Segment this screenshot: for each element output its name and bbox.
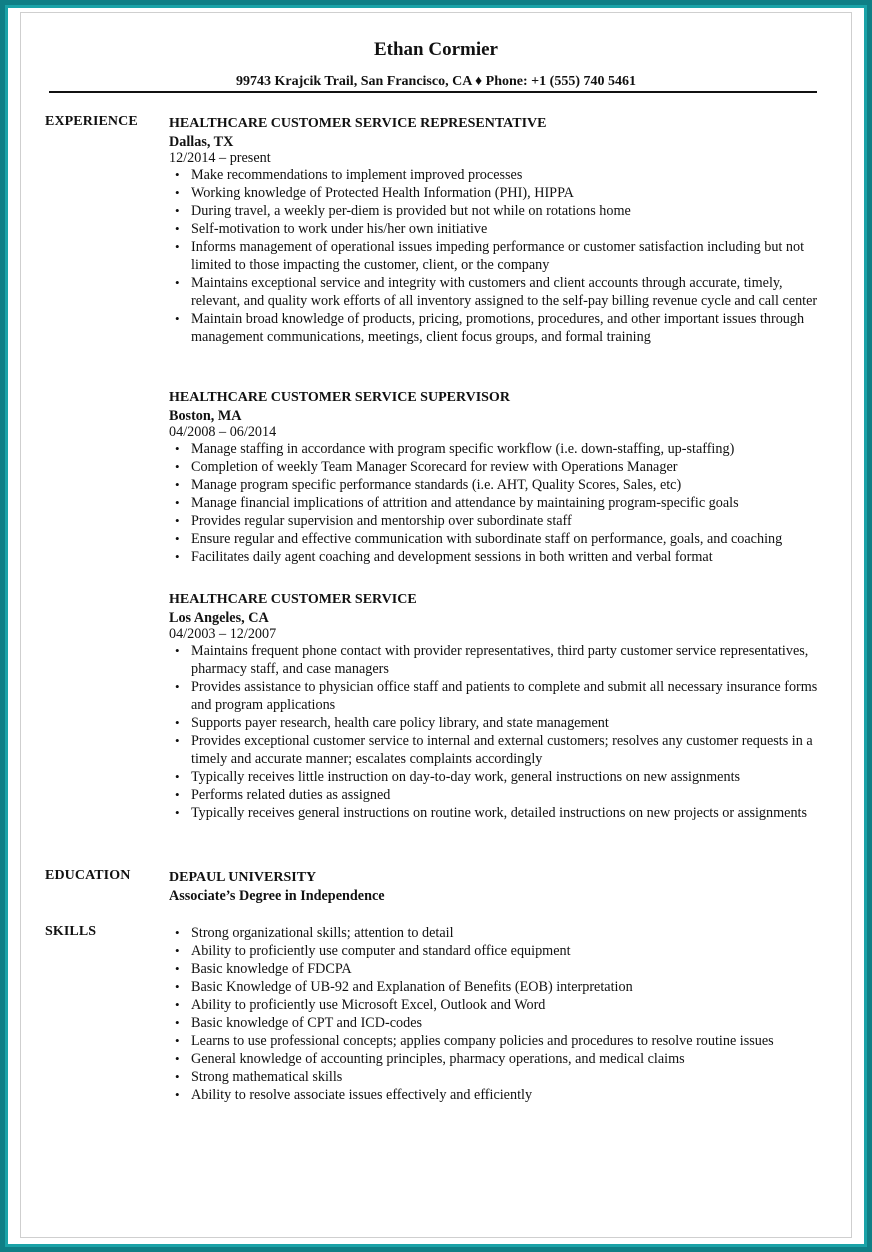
list-item: • Strong mathematical skills [169, 1068, 829, 1086]
list-item: • Self-motivation to work under his/her own initiative [169, 220, 829, 238]
list-item: • Completion of weekly Team Manager Scorecard for review with Operations Manager [169, 458, 829, 476]
job-entry [169, 389, 829, 566]
job-title: HEALTHCARE CUSTOMER SERVICE REPRESENTATIVE [169, 116, 547, 131]
list-item: • Make recommendations to implement improved processes [169, 166, 829, 184]
job-dates: 12/2014 – present [169, 150, 271, 166]
job-bullets [169, 166, 829, 346]
list-item: • Provides regular supervision and mentorship over subordinate staff [169, 512, 829, 530]
list-item: • General knowledge of accounting principles, pharmacy operations, and medical claims [169, 1050, 829, 1068]
list-item: • Provides assistance to physician office staff and patients to complete and submit all necessary insurance forms and program applications [169, 678, 829, 714]
job-location: Boston, MA [169, 408, 242, 424]
section-label-education: EDUCATION [45, 868, 131, 883]
list-item: • Typically receives little instruction on day-to-day work, general instructions on new assignments [169, 768, 829, 786]
list-item: • Facilitates daily agent coaching and development sessions in both written and verbal format [169, 548, 829, 566]
list-item: • Informs management of operational issues impeding performance or customer satisfaction including but not limited to those impacting the customer, client, or the company [169, 238, 829, 274]
list-item: • Learns to use professional concepts; applies company policies and procedures to resolve routine issues [169, 1032, 829, 1050]
header-divider [49, 91, 817, 93]
job-entry [169, 115, 829, 346]
list-item: • Manage financial implications of attrition and attendance by maintaining program-specific goals [169, 494, 829, 512]
list-item: • Maintains frequent phone contact with provider representatives, third party customer service representatives, pharmacy staff, and case managers [169, 642, 829, 678]
list-item: • Manage program specific performance standards (i.e. AHT, Quality Scores, Sales, etc) [169, 476, 829, 494]
list-item: • Supports payer research, health care policy library, and state management [169, 714, 829, 732]
contact-line: 99743 Krajcik Trail, San Francisco, CA ♦ Phone: +1 (555) 740 5461 [236, 74, 636, 89]
list-item: • Manage staffing in accordance with program specific workflow (i.e. down-staffing, up-staffing) [169, 440, 829, 458]
job-dates: 04/2008 – 06/2014 [169, 424, 277, 440]
education-entry [169, 869, 829, 905]
section-label-experience: EXPERIENCE [45, 114, 138, 129]
job-entry [169, 591, 829, 822]
job-title: HEALTHCARE CUSTOMER SERVICE SUPERVISOR [169, 390, 510, 405]
list-item: • Maintains exceptional service and integrity with customers and client accounts through accurate, timely, relevant, and quality work efforts of all inventory assigned to the self-pay billing revenue cycle and call center [169, 274, 829, 310]
list-item: • Ability to resolve associate issues effectively and efficiently [169, 1086, 829, 1104]
list-item: • Maintain broad knowledge of products, pricing, promotions, procedures, and other important issues through management communications, meetings, client focus groups, and formal training [169, 310, 829, 346]
list-item: • Typically receives general instructions on routine work, detailed instructions on new projects or assignments [169, 804, 829, 822]
list-item: • During travel, a weekly per-diem is provided but not while on rotations home [169, 202, 829, 220]
list-item: • Ability to proficiently use Microsoft Excel, Outlook and Word [169, 996, 829, 1014]
job-location: Dallas, TX [169, 134, 234, 150]
list-item: • Performs related duties as assigned [169, 786, 829, 804]
job-location: Los Angeles, CA [169, 610, 269, 626]
skills-block [169, 924, 829, 1104]
school-name: DEPAUL UNIVERSITY [169, 870, 317, 885]
resume-frame [5, 5, 867, 1247]
job-bullets [169, 642, 829, 822]
resume-page [20, 12, 852, 1238]
candidate-name: Ethan Cormier [373, 39, 498, 60]
list-item: • Basic Knowledge of UB-92 and Explanation of Benefits (EOB) interpretation [169, 978, 829, 996]
list-item: • Ability to proficiently use computer and standard office equipment [169, 942, 829, 960]
job-bullets [169, 440, 829, 566]
job-dates: 04/2003 – 12/2007 [169, 626, 277, 642]
list-item: • Basic knowledge of FDCPA [169, 960, 829, 978]
list-item: • Working knowledge of Protected Health Information (PHI), HIPPA [169, 184, 829, 202]
list-item: • Ensure regular and effective communication with subordinate staff on performance, goals, and coaching [169, 530, 829, 548]
skills-list [169, 924, 829, 1104]
job-title: HEALTHCARE CUSTOMER SERVICE [169, 592, 417, 607]
degree: Associate’s Degree in Independence [169, 888, 385, 904]
section-label-skills: SKILLS [45, 924, 97, 939]
list-item: • Provides exceptional customer service to internal and external customers; resolves any customer requests in a timely and accurate manner; escalates complaints accordingly [169, 732, 829, 768]
list-item: • Strong organizational skills; attention to detail [169, 924, 829, 942]
list-item: • Basic knowledge of CPT and ICD-codes [169, 1014, 829, 1032]
